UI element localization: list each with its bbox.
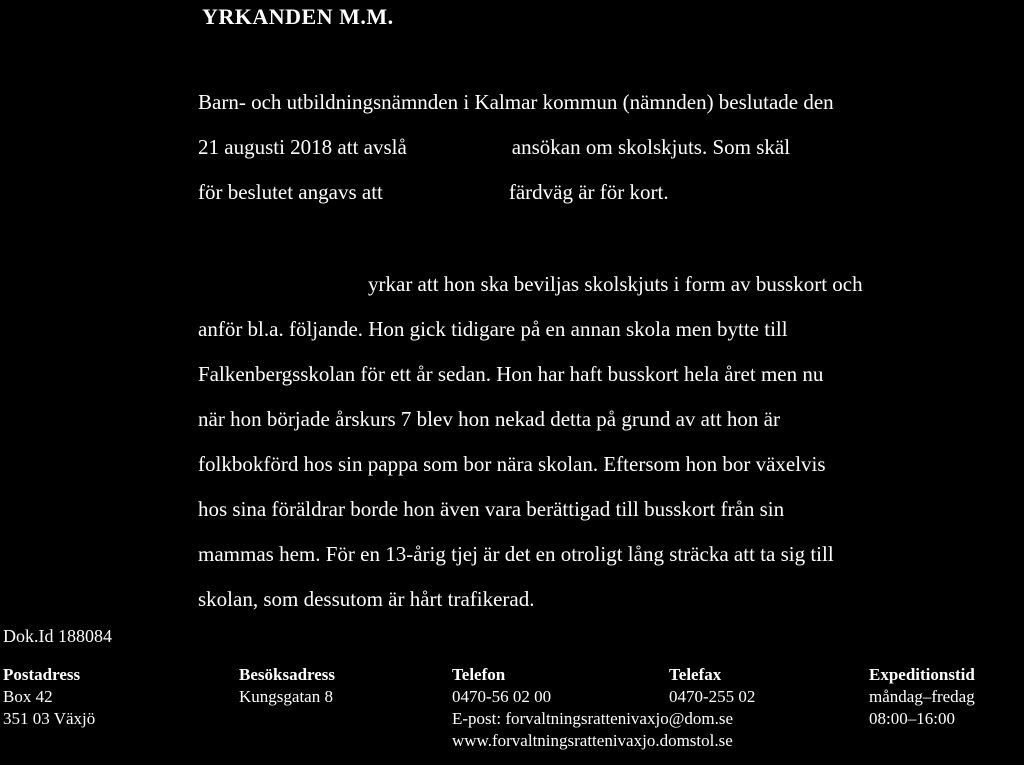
footer-office-hours: [869, 664, 975, 730]
footer-visiting-address: [239, 664, 335, 708]
paragraph-decision: [198, 80, 834, 215]
footer-value: Kungsgatan 8: [239, 687, 333, 706]
document-id: Dok.Id 188084: [3, 626, 112, 646]
footer-value: Box 42: [3, 687, 53, 706]
footer-label: Besöksadress: [239, 665, 336, 684]
footer-value: 351 03 Växjö: [3, 709, 96, 728]
text-line: folkbokförd hos sin pappa som bor nära skolan. Eftersom hon bor växelvis: [198, 452, 826, 476]
section-heading: YRKANDEN M.M.: [202, 4, 394, 29]
footer-label: Postadress: [3, 665, 81, 684]
text-line: skolan, som dessutom är hårt trafikerad.: [198, 587, 535, 611]
footer-fax: [669, 664, 755, 708]
footer-label: Telefax: [669, 665, 722, 684]
footer-label: Telefon: [452, 665, 506, 684]
text-line: Falkenbergsskolan för ett år sedan. Hon har haft busskort hela året men nu: [198, 362, 824, 386]
footer-value: måndag–fredag: [869, 687, 975, 706]
text-line: mammas hem. För en 13-årig tjej är det en otroligt lång sträcka att ta sig till: [198, 542, 834, 566]
text-line: för beslutet angavs att färdväg är för kort.: [198, 180, 669, 204]
footer-value: 08:00–16:00: [869, 709, 955, 728]
text-line: anför bl.a. följande. Hon gick tidigare på en annan skola men bytte till: [198, 317, 788, 341]
footer-postal-address: [3, 664, 95, 730]
footer-label: Expeditionstid: [869, 665, 975, 684]
footer-value: 0470-56 02 00: [452, 687, 552, 706]
footer-value: 0470-255 02: [669, 687, 756, 706]
text-line: 21 augusti 2018 att avslå ansökan om skolskjuts. Som skäl: [198, 135, 791, 159]
paragraph-claims: [198, 262, 863, 622]
footer-website[interactable]: www.forvaltningsrattenivaxjo.domstol.se: [452, 731, 733, 750]
text-line: när hon började årskurs 7 blev hon nekad detta på grund av att hon är: [198, 407, 780, 431]
footer-email[interactable]: E-post: forvaltningsrattenivaxjo@dom.se: [452, 709, 733, 728]
text-line: hos sina föräldrar borde hon även vara berättigad till busskort från sin: [198, 497, 785, 521]
text-line: Barn- och utbildningsnämnden i Kalmar kommun (nämnden) beslutade den: [198, 90, 834, 114]
text-line: yrkar att hon ska beviljas skolskjuts i form av busskort och: [368, 272, 863, 296]
